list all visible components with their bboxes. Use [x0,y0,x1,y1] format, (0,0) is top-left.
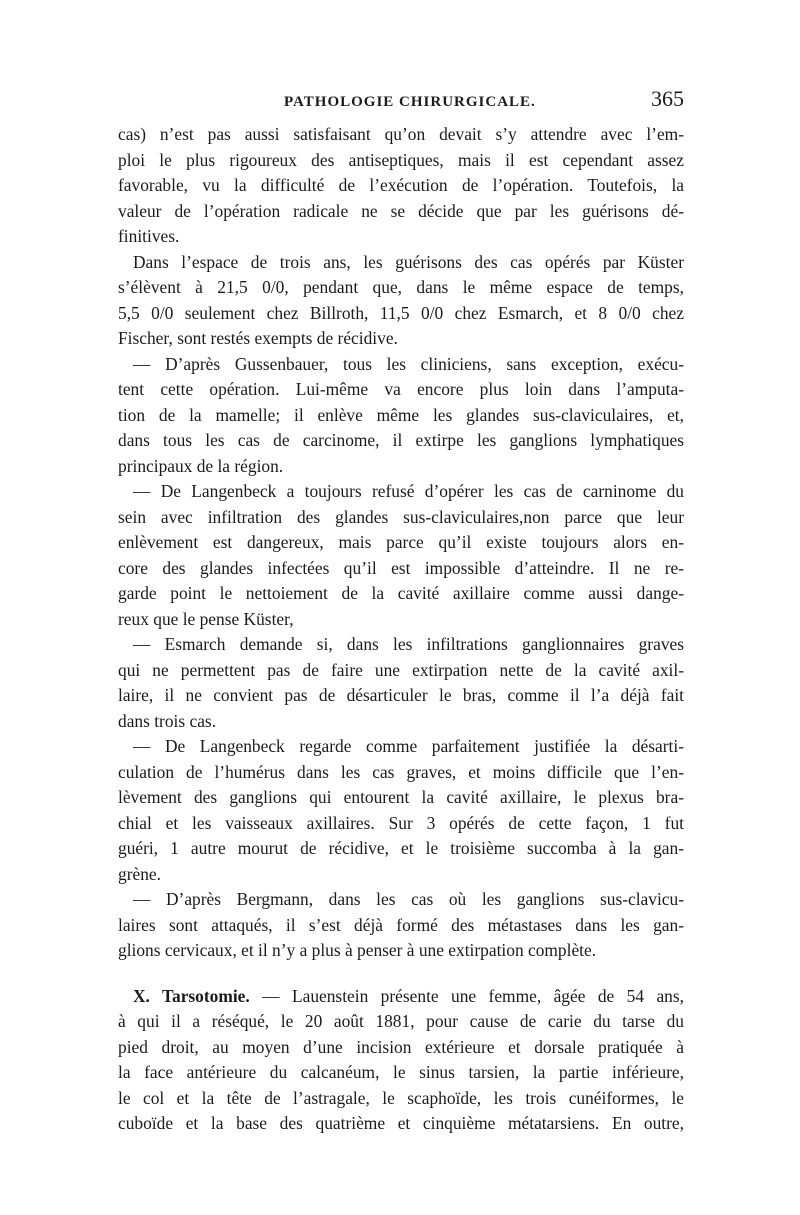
text-line: valeur de l’opération radicale ne se décide que par les guérisons dé- [118,200,684,221]
text-line: pied droit, au moyen d’une incision extérieure et dorsale pratiquée à [118,1036,684,1057]
text-line: reux que le pense Küster, [118,608,294,629]
text-line: la face antérieure du calcanéum, le sinus tarsien, la partie inférieure, [118,1062,684,1082]
text-line: — De Langenbeck a toujours refusé d’opérer les cas de carninome du [133,481,684,501]
section-gap [118,964,684,984]
paragraph [118,352,684,480]
text-line: 5,5 0/0 seulement chez Billroth, 11,5 0/0 chez Esmarch, et 8 0/0 chez [118,302,684,323]
text-line: glions cervicaux, et il n’y a plus à penser à une extirpation complète. [118,940,597,960]
text-line: lèvement des ganglions qui entourent la cavité axillaire, le plexus bra- [118,787,684,807]
text-line: laire, il ne convient pas de désarticuler le bras, comme il l’a déjà fait [118,685,684,705]
text-line: ploi le plus rigoureux des antiseptiques, mais il est cependant assez [118,149,684,170]
text-line: favorable, vu la difficulté de l’exécution de l’opération. Toutefois, la [118,175,684,195]
text-line: s’élèvent à 21,5 0/0, pendant que, dans le même espace de temps, [118,277,684,297]
section-heading-continuation: — Lauenstein présente une femme, âgée de 54 ans, [249,985,684,1006]
text-line: tion de la mamelle; il enlève même les glandes sus-claviculaires, et, [118,404,684,425]
paragraph [118,632,684,734]
text-line: garde point le nettoiement de la cavité axillaire comme aussi dange- [118,583,684,603]
text-line: à qui il a réséqué, le 20 août 1881, pour cause de carie du tarse du [118,1011,684,1031]
text-line: — Esmarch demande si, dans les infiltrations ganglionnaires graves [133,634,684,654]
section-heading: X. Tarsotomie. [133,985,250,1006]
paragraph [118,887,684,964]
text-line: guéri, 1 autre mourut de récidive, et le troisième succomba à la gan- [118,838,684,858]
text-line: cuboïde et la base des quatrième et cinquième métatarsiens. En outre, [118,1113,684,1133]
running-title: PATHOLOGIE CHIRURGICALE. [284,94,536,110]
text-line: le col et la tête de l’astragale, le scaphoïde, les trois cunéiformes, le [118,1087,684,1108]
section-first-line [118,984,684,1010]
text-line: dans trois cas. [118,710,217,731]
text-line: culation de l’humérus dans les cas graves, et moins difficile que l’en- [118,761,684,782]
text-line: Dans l’espace de trois ans, les guérisons des cas opérés par Küster [133,251,684,272]
text-line: dans tous les cas de carcinome, il extirpe les ganglions lymphatiques [118,430,684,450]
section-tarsotomie [118,984,684,1137]
text-line: principaux de la région. [118,455,284,476]
text-line: enlèvement est dangereux, mais parce qu’il existe toujours alors en- [118,532,684,552]
text-line: tent cette opération. Lui-même va encore plus loin dans l’amputa- [118,379,684,399]
body-text [118,122,684,1137]
text-line: chial et les vaisseaux axillaires. Sur 3 opérés de cette façon, 1 fut [118,812,684,833]
text-line: — D’après Bergmann, dans les cas où les ganglions sus-clavicu- [133,889,684,909]
paragraph [118,122,684,250]
text-line: core des glandes infectées qu’il est impossible d’atteindre. Il ne re- [118,557,684,578]
text-line: qui ne permettent pas de faire une extirpation nette de la cavité axil- [118,659,684,680]
page-header [118,86,684,122]
text-line: finitives. [118,226,180,246]
text-line: — D’après Gussenbauer, tous les cliniciens, sans exception, exécu- [133,353,684,374]
text-line: — De Langenbeck regarde comme parfaitement justifiée la désarti- [133,736,684,756]
paragraph [118,250,684,352]
page-number: 365 [651,86,684,111]
text-line: Fischer, sont restés exempts de récidive. [118,328,398,348]
paragraph [118,479,684,632]
text-line: laires sont attaqués, il s’est déjà formé des métastases dans les gan- [118,914,684,935]
paragraph [118,734,684,887]
text-line: sein avec infiltration des glandes sus-claviculaires,non parce que leur [118,506,684,527]
text-line: grène. [118,863,161,884]
text-line: cas) n’est pas aussi satisfaisant qu’on devait s’y attendre avec l’em- [118,124,684,144]
